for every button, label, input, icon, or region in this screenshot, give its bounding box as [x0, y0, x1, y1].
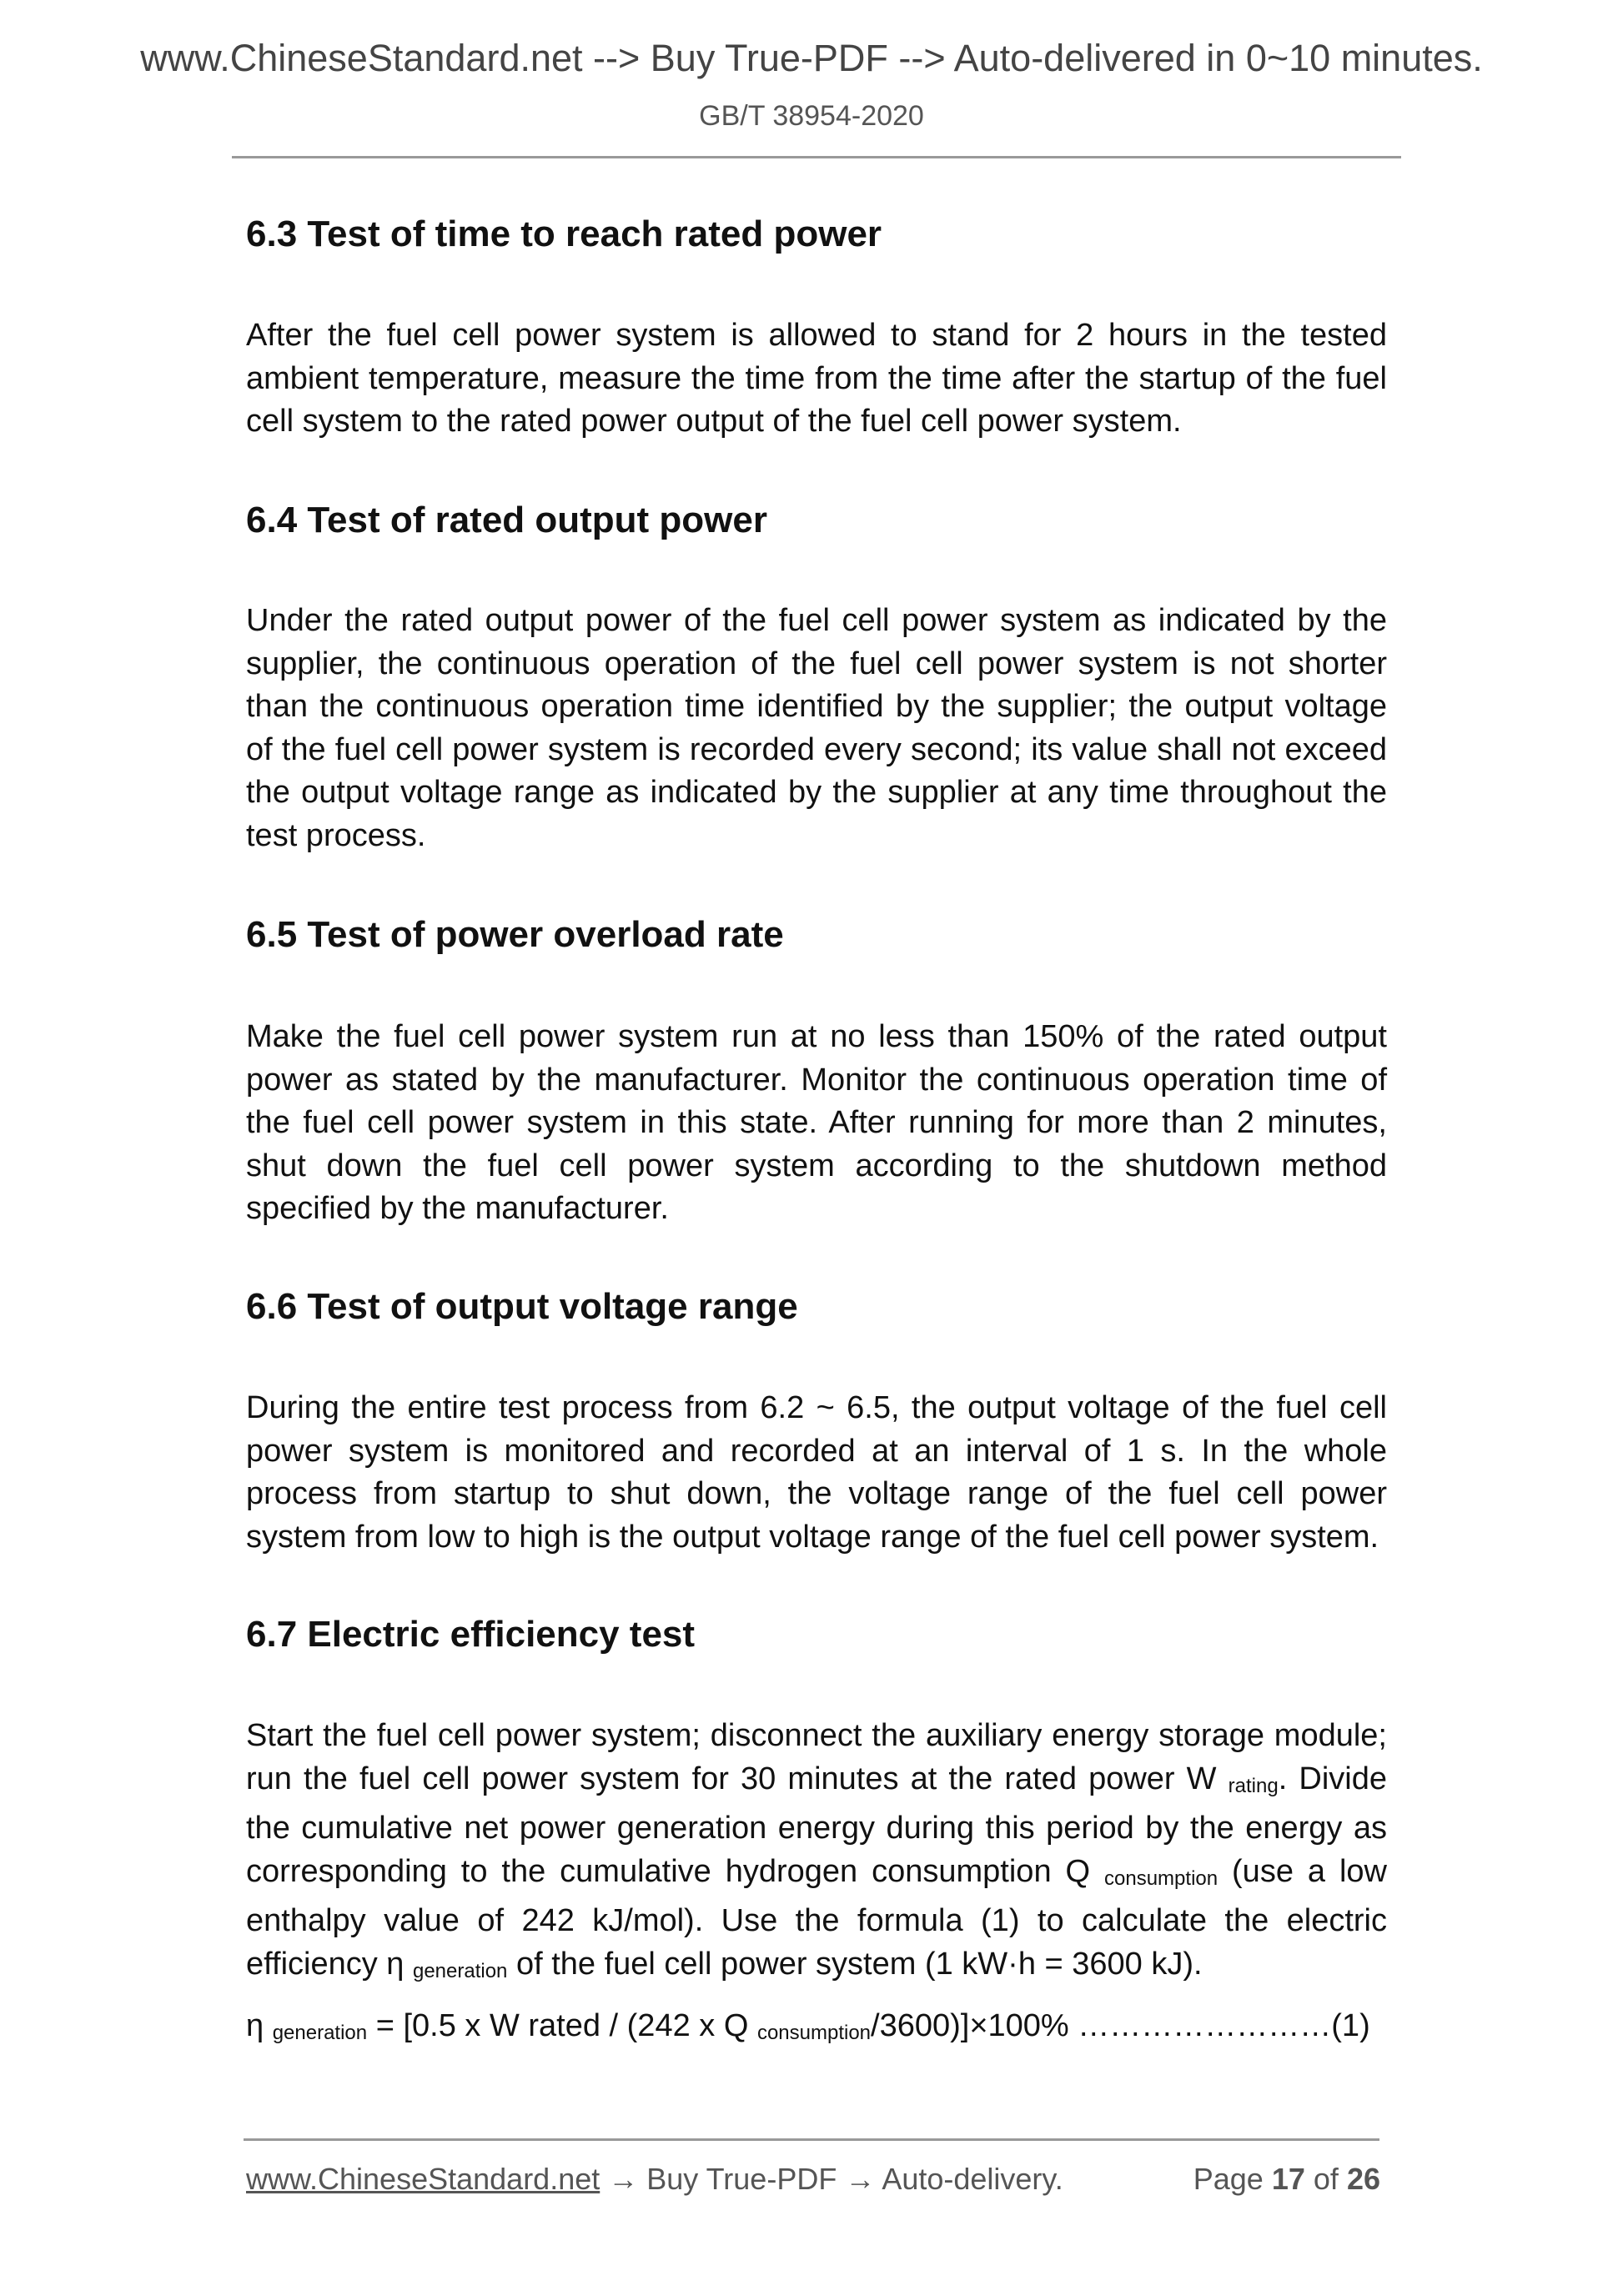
footer-link[interactable]: www.ChineseStandard.net [246, 2162, 600, 2196]
section-heading: 6.6 Test of output voltage range [246, 1286, 798, 1327]
section-paragraph [246, 1715, 1387, 1992]
text: of the fuel cell power system (1 kW·h = 3600 kJ). [507, 1946, 1203, 1982]
of-label: of [1313, 2162, 1339, 2196]
text: /3600)]×100% ……………………(1) [871, 2008, 1370, 2043]
page-label: Page [1193, 2162, 1264, 2196]
text: = [0.5 x W rated / (242 x Q [367, 2008, 757, 2043]
efficiency-formula [246, 2008, 1397, 2045]
text: η [246, 2008, 273, 2043]
subscript: consumption [1104, 1866, 1219, 1890]
footer [246, 2162, 1380, 2197]
section-heading: 6.3 Test of time to reach rated power [246, 214, 882, 254]
text: Start the fuel cell power system; disconnect the auxiliary energy storage module; run the fuel cell power system for 30 minutes at the rated power W [246, 1718, 1387, 1796]
standard-number: GB/T 38954-2020 [699, 100, 924, 132]
header-banner: www.ChineseStandard.net --> Buy True-PDF --> Auto-delivered in 0~10 minutes. [140, 37, 1483, 79]
page-indicator [1193, 2162, 1380, 2197]
section-paragraph: Make the fuel cell power system run at no less than 150% of the rated output power as stated by the manufacturer. Monitor the continuous operation time of the fuel cell power system in this state. After running for more than 2 minutes, shut down the fuel cell power system according to the shutdown method specified by the manufacturer. [246, 1019, 1387, 1226]
subscript: generation [412, 1959, 508, 1982]
total-pages: 26 [1346, 2162, 1380, 2196]
section-paragraph: After the fuel cell power system is allowed to stand for 2 hours in the tested ambient temperature, measure the time from the time after the startup of the fuel cell system to the rated power output of the fuel cell power system. [246, 318, 1387, 439]
page-number: 17 [1271, 2162, 1305, 2196]
section-heading: 6.5 Test of power overload rate [246, 914, 784, 955]
section-paragraph: During the entire test process from 6.2 ~ 6.5, the output voltage of the fuel cell power system is monitored and recorded at an interval of 1 s. In the whole process from startup to shut down, the voltage range of the fuel cell power system from low to high is the output voltage range of the fuel cell power system. [246, 1390, 1387, 1555]
subscript: generation [272, 2022, 368, 2044]
header-divider [232, 156, 1401, 158]
footer-tail: → Buy True-PDF → Auto-delivery. [600, 2162, 1063, 2196]
section-heading: 6.4 Test of rated output power [246, 500, 768, 540]
footer-divider [244, 2138, 1379, 2141]
section-paragraph: Under the rated output power of the fuel cell power system as indicated by the supplier, the continuous operation of the fuel cell power system is not shorter than the continuous operation time identified by the supplier; the output voltage of the fuel cell power system is recorded every second; its value shall not exceed the output voltage range as indicated by the supplier at any time throughout the test process. [246, 603, 1387, 853]
text: (use a low enthalpy value of 242 kJ/mol). Use the formula (1) to calculate the electric efficiency η [246, 1853, 1387, 1982]
text: . Divide the cumulative net power generation energy during this period by the energy as corresponding to the cumulative hydrogen consumption Q [246, 1761, 1387, 1889]
subscript: consumption [756, 2022, 872, 2044]
section-heading: 6.7 Electric efficiency test [246, 1614, 696, 1655]
subscript: rating [1228, 1774, 1279, 1797]
